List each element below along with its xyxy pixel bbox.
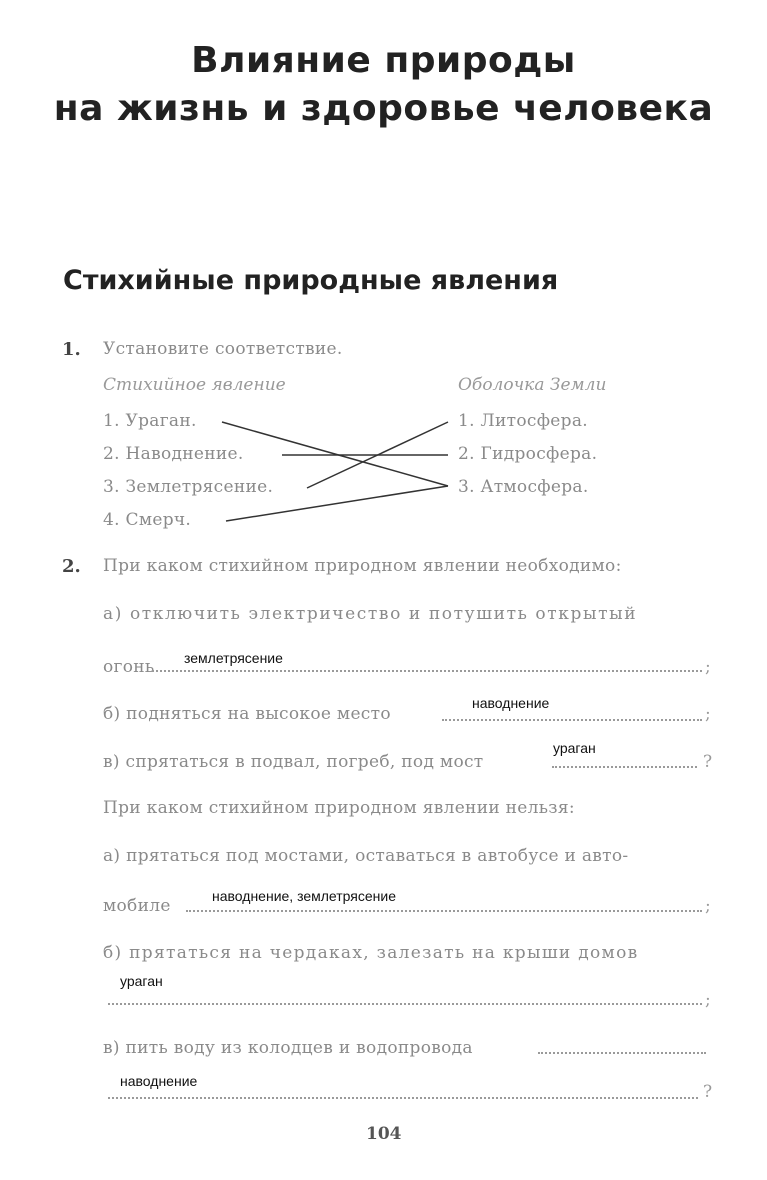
phenomenon-item-1: 1. Ураган. bbox=[103, 411, 197, 431]
phenomenon-item-2: 2. Наводнение. bbox=[103, 444, 244, 464]
item-c: в) спрятаться в подвал, погреб, под мост bbox=[103, 752, 484, 772]
punct-b: ; bbox=[705, 704, 711, 724]
punct-a: ; bbox=[705, 657, 711, 677]
item-b: б) подняться на высокое место bbox=[103, 704, 391, 724]
sphere-item-3: 3. Атмосфера. bbox=[458, 477, 589, 497]
answer-line-f-2 bbox=[108, 1097, 698, 1099]
page-title-line-1: Влияние природы bbox=[191, 40, 576, 81]
answer-line-d bbox=[186, 910, 702, 912]
answer-a: землетрясение bbox=[184, 650, 283, 666]
item-e-line-1: б) прятаться на чердаках, залезать на крыши домов bbox=[103, 943, 639, 963]
answer-line-a bbox=[152, 670, 702, 672]
match-line-tornado-atmosphere bbox=[226, 486, 448, 521]
answer-b: наводнение bbox=[472, 695, 550, 711]
phenomenon-item-4: 4. Смерч. bbox=[103, 510, 192, 530]
answer-line-c bbox=[552, 766, 697, 768]
answer-d: наводнение, землетрясение bbox=[212, 888, 396, 904]
punct-c: ? bbox=[703, 752, 713, 772]
punct-d: ; bbox=[705, 896, 711, 916]
item-f-line-1: в) пить воду из колодцев и водопровода bbox=[103, 1038, 473, 1058]
sphere-item-2: 2. Гидросфера. bbox=[458, 444, 598, 464]
answer-line-e bbox=[108, 1003, 702, 1005]
item-a-line-1: а) отключить электричество и потушить открытый bbox=[103, 604, 638, 624]
punct-f: ? bbox=[703, 1082, 713, 1102]
left-column-header: Стихийное явление bbox=[103, 375, 286, 395]
task-2-question-2: При каком стихийном природном явлении нельзя: bbox=[103, 798, 575, 818]
punct-e: ; bbox=[705, 990, 711, 1010]
page-number: 104 bbox=[366, 1124, 402, 1144]
right-column-header: Оболочка Земли bbox=[458, 375, 607, 395]
answer-c: ураган bbox=[553, 740, 596, 756]
sphere-item-1: 1. Литосфера. bbox=[458, 411, 588, 431]
section-title: Стихийные природные явления bbox=[63, 265, 559, 296]
answer-e: ураган bbox=[120, 973, 163, 989]
item-d-line-1: а) прятаться под мостами, оставаться в автобусе и авто- bbox=[103, 846, 629, 866]
answer-line-f-1 bbox=[538, 1052, 706, 1054]
task-2-number: 2. bbox=[62, 556, 81, 577]
item-a-line-2: огонь bbox=[103, 657, 155, 677]
task-1-number: 1. bbox=[62, 339, 81, 360]
task-1-instruction: Установите соответствие. bbox=[103, 339, 343, 359]
answer-line-b bbox=[442, 719, 702, 721]
match-line-hurricane-atmosphere bbox=[222, 422, 448, 486]
answer-f: наводнение bbox=[120, 1073, 198, 1089]
task-2-question-1: При каком стихийном природном явлении необходимо: bbox=[103, 556, 622, 576]
item-d-line-2: мобиле bbox=[103, 896, 171, 916]
phenomenon-item-3: 3. Землетрясение. bbox=[103, 477, 274, 497]
page-title-line-2: на жизнь и здоровье человека bbox=[53, 88, 714, 129]
